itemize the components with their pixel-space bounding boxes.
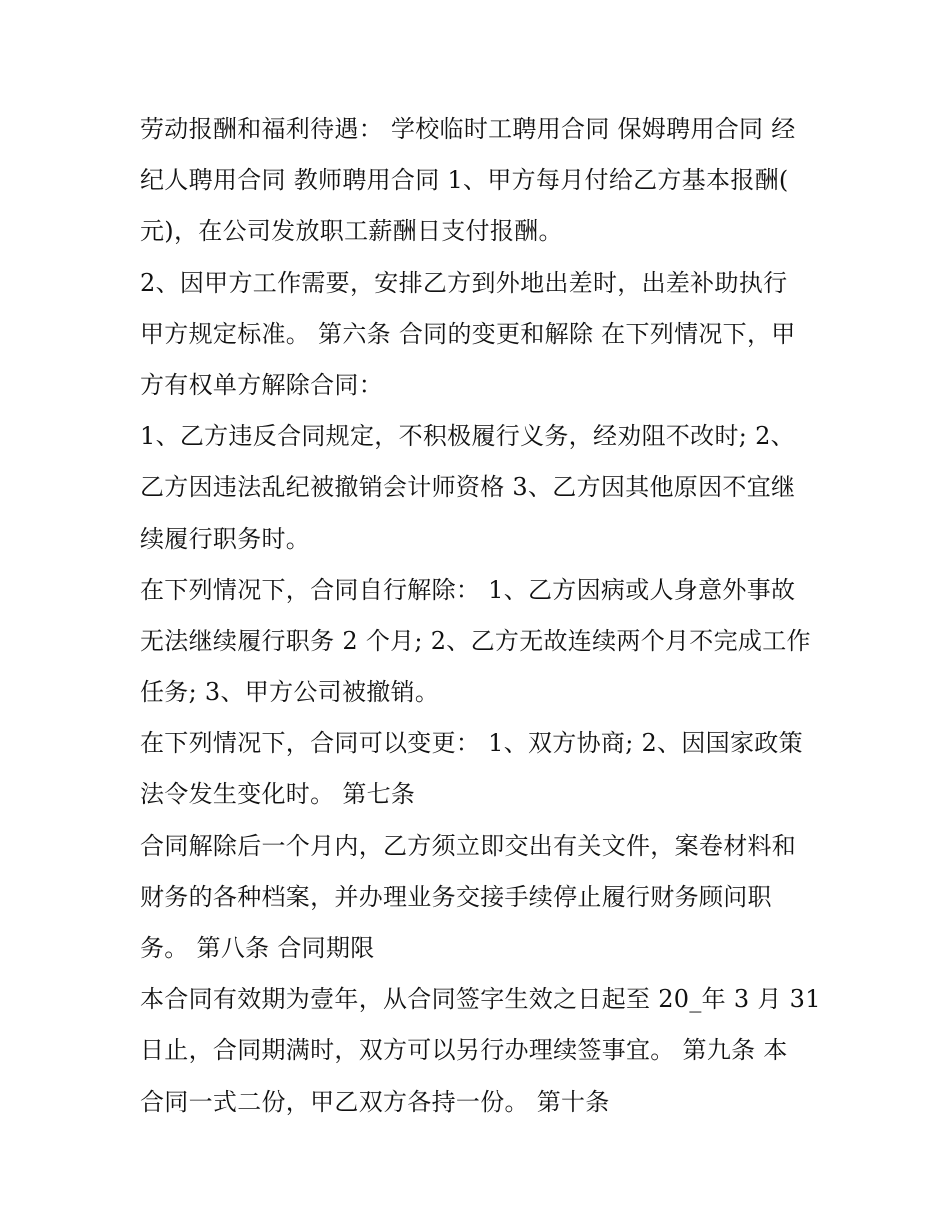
text-line: 在下列情况下，合同自行解除： 1、乙方因病或人身意外事故: [140, 575, 796, 604]
text-line: 乙方因违法乱纪被撤销会计师资格 3、乙方因其他原因不宜继: [140, 473, 796, 502]
text-line: 日止，合同期满时，双方可以另行办理续签事宜。 第九条 本: [140, 1036, 788, 1065]
text-line: 务。 第八条 合同期限: [140, 934, 375, 962]
text-line: 法令发生变化时。 第七条: [140, 780, 416, 809]
text-line: 劳动报酬和福利待遇： 学校临时工聘用合同 保姆聘用合同 经: [140, 115, 796, 143]
text-line: 方有权单方解除合同：: [140, 370, 383, 399]
text-line: 2、因甲方工作需要，安排乙方到外地出差时，出差补助执行: [140, 268, 788, 297]
text-line: 任务; 3、甲方公司被撤销。: [140, 678, 440, 707]
document-body: [140, 104, 820, 1128]
text-line: 合同一式二份，甲乙双方各持一份。 第十条: [140, 1087, 610, 1116]
text-line: 纪人聘用合同 教师聘用合同 1、甲方每月付给乙方基本报酬(: [140, 166, 789, 195]
text-line: 无法继续履行职务 2 个月; 2、乙方无故连续两个月不完成工作: [140, 626, 811, 655]
text-line: 续履行职务时。: [140, 524, 311, 553]
text-line: 甲方规定标准。 第六条 合同的变更和解除 在下列情况下，甲: [140, 319, 796, 348]
text-line: 本合同有效期为壹年，从合同签字生效之日起至 20_年 3 月 31: [140, 985, 821, 1014]
text-line: 合同解除后一个月内，乙方须立即交出有关文件，案卷材料和: [140, 831, 797, 860]
text-line: 元)，在公司发放职工薪酬日支付报酬。: [140, 217, 563, 246]
text-line: 1、乙方违反合同规定，不积极履行义务，经劝阻不改时; 2、: [140, 422, 795, 451]
text-line: 在下列情况下，合同可以变更： 1、双方协商; 2、因国家政策: [140, 729, 803, 758]
text-line: 财务的各种档案，并办理业务交接手续停止履行财务顾问职: [140, 882, 772, 911]
